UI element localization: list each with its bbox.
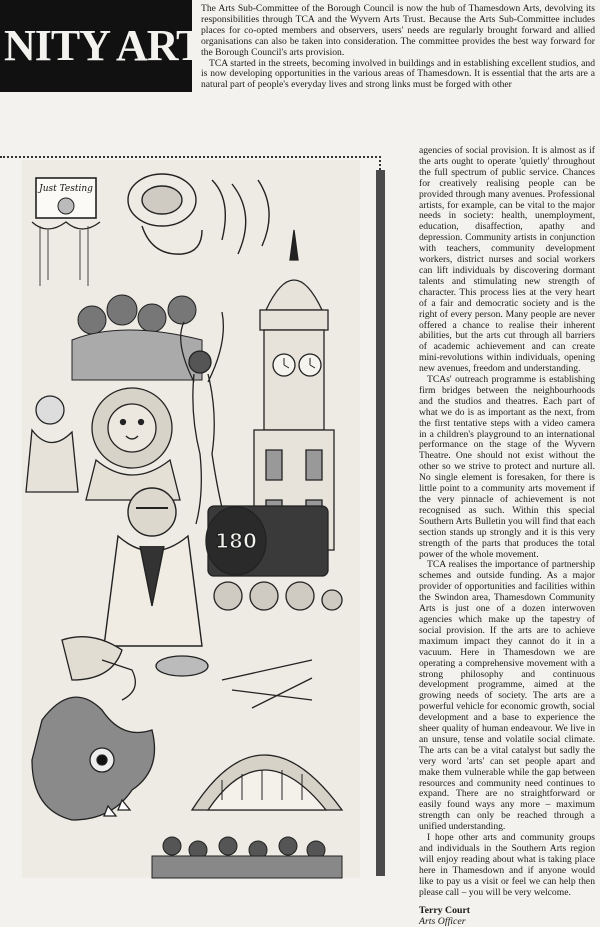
- section-banner: NITY ARTS: [0, 0, 192, 92]
- intro-paragraph: The Arts Sub-Committee of the Borough Council is now the hub of Thamesdown Arts, devolving its responsibilities through TCA and the Wyvern Arts Trust. Because the Arts Sub-Committee includes places for co-opted members and observers, users' needs are regularly brought forward and allied organisations can also be taken into consideration. The committee provides the best way forward for the Borough Council's arts provision.: [201, 3, 595, 58]
- intro-text: [201, 4, 595, 91]
- community-arts-illustration: [22, 160, 360, 878]
- body-paragraph: agencies of social provision. It is almost as if the arts ought to operate 'quietly' throughout the full spectrum of public service. Chances for creatively realising people can be provided through many avenues. Professional artists, for example, can be vital to the major needs in society: health, unemployment, education, disaffection, apathy and depression. Community artists in conjunction with teachers, community development workers, district nurses and social workers can lift individuals by discovering dormant talents and stimulating new strength of character. This process lies at the very heart of a fair and democratic society and is the right of every person. Many people are never offered a chance to realise their inherent abilities, but the arts cut through all barriers of academic achievement and can create mini-revolutions within individuals, opening new avenues, freedom and understanding.: [419, 145, 595, 375]
- dotted-divider: [0, 156, 381, 158]
- body-paragraph: TCA realises the importance of partnership schemes and outside funding. As a major provider of opportunities and facilities within the Swindon area, Thamesdown Community Arts is just one of a dozen interwoven agencies which make up the tapestry of social provision. If the arts are to achieve maximum impact they cannot do it in a vacuum. Here in Thamesdown we are operating a comprehensive movement with a strong philosophy and continuous development programme, aimed at the growing needs of society. The arts are a powerful vehicle for economic growth, social development and a base to experience the sheer quality of human endeavour. We live in an unsure, tense and volatile social climate. The arts can be a vital catalyst but sadly the very word 'arts' can set people apart and make them vulnerable while the gap between resources and community need continues to expand. There are no straightforward or easily found ways any more – maximum strength can only be reached through a unified understanding.: [419, 559, 595, 833]
- body-paragraph: I hope other arts and community groups and individuals in the Southern Arts region will enjoy reading about what is taking place here in Thamesdown and if anyone would like to pay us a visit or feel we can help then please call – you will be very welcome.: [419, 832, 595, 898]
- intro-paragraph: TCA started in the streets, becoming involved in buildings and in establishing excellent studios, and is now developing opportunities in the various areas of Thamesdown. It is essential that the arts are a natural part of people's everyday lives and strong links must be forged with other: [201, 57, 595, 91]
- sign-text: Just Testing: [39, 184, 93, 194]
- train-number: 180: [215, 529, 257, 553]
- crowd-figures: [72, 295, 202, 380]
- author-name: Terry Court: [419, 904, 471, 916]
- author-role: Arts Officer: [419, 915, 466, 927]
- column-rule: [376, 170, 385, 876]
- main-column: [419, 146, 595, 927]
- body-paragraph: TCAs' outreach programme is establishing firm bridges between the neighbourhoods and the studios and theatres. Each part of what we do is as important as the next, from the first tentative steps with a video camera in a children's playground to an international performance on the stage of the Wyvern Theatre. One should not exist without the other so we strive to protect and nurture all. No single element is foresaken, for there is little point to a community arts movement if the very pinnacle of achievement is not recognised as such. Within this special Southern Arts Bulletin you will find that each section stands up strongly and it is this very strength of the parts that produces the total power of the whole movement.: [419, 374, 595, 560]
